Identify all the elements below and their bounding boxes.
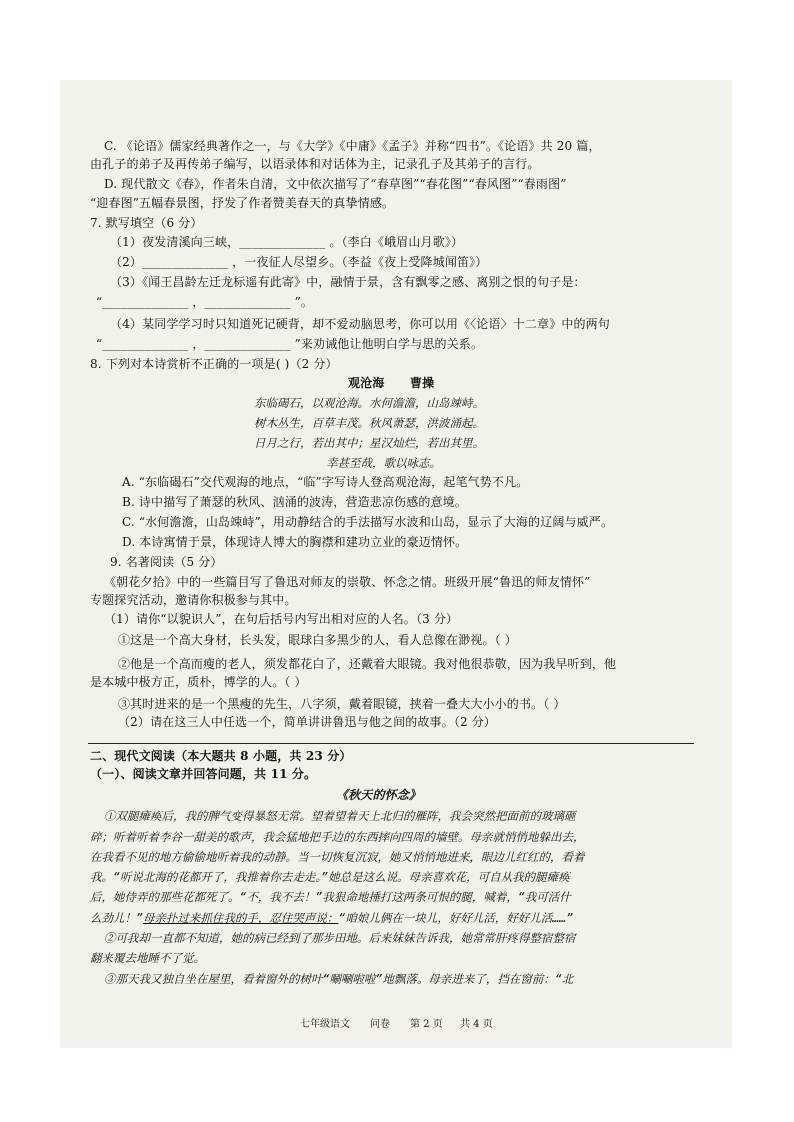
q9-1-a: ①这是一个高大身材，长头发，眼球白多黑少的人，看人总像在渺视。（ ）	[118, 633, 517, 647]
poem-line-3: 日月之行，若出其中；星汉灿烂，若出其里。	[254, 436, 484, 450]
poem-line-4: 幸甚至哉，歌以咏志。	[326, 456, 441, 470]
section2-title: 二、现代文阅读（本大题共 8 小题，共 23 分）	[90, 749, 352, 763]
q7-1: （1）夜发清溪向三峡，______________ 。（李白《峨眉山月歌》）	[110, 235, 464, 249]
q9-1-b-line-2: 是本城中极方正，质朴，博学的人。（ ）	[90, 675, 307, 689]
section-divider	[88, 743, 694, 744]
q9-1-b-line-1: ②他是一个高而瘦的老人，须发都花白了，还戴着大眼镜。我对他很恭敬，因为我早听到，他	[118, 657, 617, 671]
article-p3-line-1: ③那天我又独自坐在屋里，看着窗外的树叶“唰唰啦啦”地飘落。母亲进来了，挡在窗前：“北	[104, 972, 574, 986]
q9-intro-line-2: 专题探究活动，邀请你积极参与其中。	[90, 593, 297, 607]
q7-3-line-2: “______________ ，______________ ”。	[96, 295, 313, 309]
article-p1-line-6-end: “咱娘儿俩在一块儿，好好儿活，好好儿活……”	[338, 911, 574, 925]
option-d-line-2: “迎春图”五幅春景图，抒发了作者赞美春天的真挚情感。	[90, 196, 395, 210]
article-p2-line-1: ②可我却一直都不知道，她的病已经到了那步田地。后来妹妹告诉我，她常常肝疼得整宿整宿	[104, 931, 576, 945]
article-p1-line-3: 在我看不见的地方偷偷地听着我的动静。当一切恢复沉寂，她又悄悄地进来，眼边儿红红的，看着	[90, 850, 585, 864]
article-p2-line-2: 翻来覆去地睡不了觉。	[90, 951, 205, 965]
section2-subtitle: （一）、阅读文章并回答问题，共 11 分。	[90, 767, 317, 781]
q9-2: （2）请在这三人中任选一个，简单讲讲鲁迅与他之间的故事。（2 分）	[118, 715, 497, 729]
article-p1-line-2: 碎；听着听着李谷一甜美的歌声，我会猛地把手边的东西摔向四周的墙壁。母亲就悄悄地躲出去，	[90, 830, 585, 844]
article-p1-line-6-start: 么劲儿！”	[90, 911, 143, 925]
q8-option-c: C. “水何澹澹，山岛竦峙”，用动静结合的手法描写水波和山岛，显示了大海的辽阔与威严。	[122, 515, 614, 529]
poem-author: 曹操	[410, 376, 435, 390]
footer-paper: 问卷	[370, 1019, 390, 1030]
q7-4-line-2: “______________ ，______________ ”来劝诫他让他明白学与思的关系。	[96, 337, 484, 351]
q9-intro-line-1: 《朝花夕拾》中的一些篇目写了鲁迅对师友的崇敬、怀念之情。班级开展“鲁迅的师友情怀”	[104, 575, 591, 589]
article-p1-line-5: 后，她侍弄的那些花都死了。“不，我不去！”我狠命地捶打这两条可恨的腿，喊着，“我可活什	[90, 890, 571, 904]
footer-total: 共 4 页	[460, 1019, 493, 1030]
option-d-line-1: D. 现代散文《春》，作者朱自清，文中依次描写了“春草图”“春花图”“春风图”“春雨图”	[104, 177, 567, 191]
article-p1-line-6	[90, 910, 573, 926]
underlined-sentence: 母亲扑过来抓住我的手，忍住哭声说：	[142, 911, 339, 925]
article-p1-line-1: ①双腿瘫痪后，我的脾气变得暴怒无常。望着望着天上北归的雁阵，我会突然把面前的玻璃砸	[104, 809, 576, 823]
q7-4-line-1: （4）某同学学习时只知道死记硬背，却不爱动脑思考，你可以用《〈论语〉十二章》中的两句	[110, 317, 610, 331]
option-c-line-2: 由孔子的弟子及再传弟子编写，以语录体和对话体为主，记录孔子及其弟子的言行。	[90, 157, 540, 171]
poem-line-1: 东临碣石，以观沧海。水何澹澹，山岛竦峙。	[254, 396, 484, 410]
q8-option-a: A. “东临碣石”交代观海的地点，“临”字写诗人登高观沧海，起笔气势不凡。	[122, 475, 529, 489]
poem-line-2: 树木丛生，百草丰茂。秋风萧瑟，洪波涌起。	[254, 416, 484, 430]
q7-title: 7. 默写填空（6 分）	[90, 216, 203, 230]
option-c-line-1: C. 《论语》儒家经典著作之一，与《大学》《中庸》《孟子》并称“四书”。《论语》共 20 篇，	[104, 139, 601, 153]
q8-title: 8. 下列对本诗赏析不正确的一项是( )（2 分）	[90, 357, 338, 371]
q8-option-d: D. 本诗寓情于景，体现诗人博大的胸襟和建功立业的豪迈情怀。	[122, 535, 468, 549]
q7-2: （2）______________ ，一夜征人尽望乡。（李益《夜上受降城闻笛》）	[110, 255, 488, 269]
poem-title: 观沧海	[348, 376, 385, 390]
article-title: 《秋天的怀念》	[336, 788, 422, 802]
q7-3-line-1: （3）《闻王昌龄左迁龙标遥有此寄》中，融情于景，含有飘零之感、离别之恨的句子是：	[110, 275, 586, 289]
footer-page: 第 2 页	[410, 1019, 443, 1030]
footer-subject: 七年级语文	[300, 1019, 350, 1030]
article-p1-line-4: 我。“听说北海的花都开了，我推着你去走走。”她总是这么说。母亲喜欢花，可自从我的腿瘫痪	[90, 870, 570, 884]
q9-1-c: ③其时进来的是一个黑瘦的先生，八字须，戴着眼镜，挟着一叠大大小小的书。（ ）	[118, 697, 566, 711]
q9-title: 9. 名著阅读（5 分）	[110, 555, 223, 569]
q9-1: （1）请你“以貌识人”，在句后括号内写出相对应的人名。（3 分）	[104, 612, 459, 626]
q8-option-b: B. 诗中描写了萧瑟的秋风、汹涌的波涛，营造悲凉伤感的意境。	[122, 495, 467, 509]
